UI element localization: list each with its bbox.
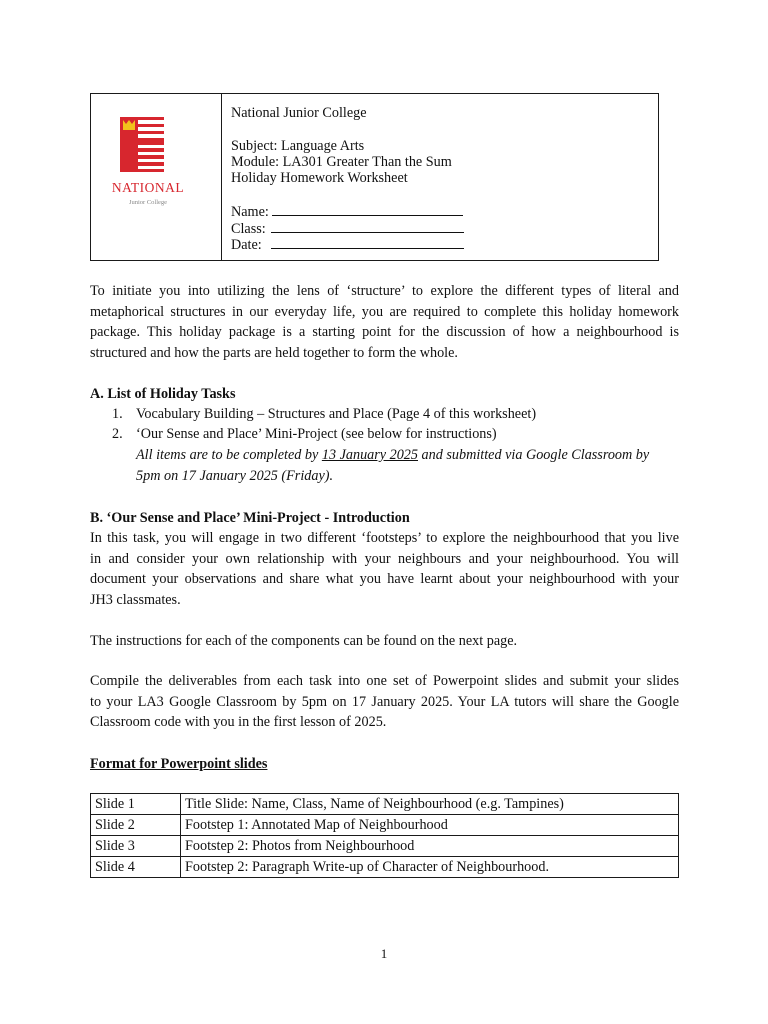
date-row [231, 234, 464, 256]
header-divider [221, 93, 222, 261]
compile-line: to your LA3 Google Classroom by 5pm on 17 January 2025. Your LA tutors will share the Google [90, 693, 679, 710]
table-row [91, 815, 679, 836]
task-text: Vocabulary Building – Structures and Place (Page 4 of this worksheet) [136, 406, 537, 422]
slide-content: Footstep 2: Paragraph Write-up of Character of Neighbourhood. [181, 857, 679, 878]
slide-content: Footstep 2: Photos from Neighbourhood [181, 836, 679, 857]
intro-paragraph [90, 281, 679, 363]
name-field[interactable] [272, 201, 463, 216]
page-number: 1 [380, 946, 388, 961]
section-b-paragraph [90, 528, 679, 610]
task-text: ‘Our Sense and Place’ Mini-Project (see below for instructions) [136, 426, 497, 442]
deadline-note-line2: 5pm on 17 January 2025 (Friday). [136, 468, 334, 484]
table-row [91, 794, 679, 815]
module-line: Module: LA301 Greater Than the Sum [231, 154, 452, 170]
slide-content: Footstep 1: Annotated Map of Neighbourhood [181, 815, 679, 836]
slide-number: Slide 2 [91, 815, 181, 836]
deadline-date: 13 January 2025 [321, 447, 418, 463]
compile-line: Compile the deliverables from each task into one set of Powerpoint slides and submit your slides [90, 673, 679, 689]
section-b-line: document your observations and share what you have learnt about your neighbourhood with your [90, 571, 679, 587]
deadline-note: All items are to be completed by 13 January 2025 and submitted via Google Classroom by [136, 447, 650, 463]
table-row [91, 857, 679, 878]
school-name: National Junior College [231, 105, 367, 121]
table-row [91, 836, 679, 857]
task-number: 2. [112, 426, 123, 442]
section-b-heading: B. ‘Our Sense and Place’ Mini-Project - Introduction [90, 510, 410, 526]
logo-wordmark: NATIONAL [111, 180, 185, 195]
logo-subtext: Junior College [128, 199, 168, 206]
school-logo [98, 113, 198, 213]
subject-line: Subject: Language Arts [231, 138, 365, 154]
intro-line: structured and how the parts are held together to form the whole. [90, 344, 458, 361]
name-label: Name: [231, 204, 269, 220]
date-field[interactable] [271, 234, 464, 249]
slide-number: Slide 3 [91, 836, 181, 857]
worksheet-title: Holiday Homework Worksheet [231, 170, 408, 186]
section-a-heading: A. List of Holiday Tasks [90, 386, 236, 402]
class-label: Class: [231, 221, 266, 237]
section-b-line: in and consider your own relationship with your neighbours and your neighbourhood. You will [90, 550, 679, 567]
intro-line: metaphorical structures in our everyday life, you are required to complete this holiday homework [90, 303, 679, 320]
format-heading: Format for Powerpoint slides [90, 756, 268, 772]
slide-content: Title Slide: Name, Class, Name of Neighbourhood (e.g. Tampines) [181, 794, 679, 815]
class-field[interactable] [271, 218, 464, 233]
intro-line: To initiate you into utilizing the lens of ‘structure’ to explore the different types of literal and [90, 283, 679, 299]
slides-table [90, 793, 679, 878]
compile-paragraph [90, 671, 679, 733]
section-b-line: In this task, you will engage in two different ‘footsteps’ to explore the neighbourhood that you live [90, 530, 679, 546]
slide-number: Slide 4 [91, 857, 181, 878]
intro-line: package. This holiday package is a starting point for the discussion of how a neighbourhood is [90, 324, 679, 340]
instructions-line: The instructions for each of the components can be found on the next page. [90, 633, 518, 649]
slide-number: Slide 1 [91, 794, 181, 815]
compile-line: Classroom code with you in the first lesson of 2025. [90, 714, 387, 730]
section-b-line: JH3 classmates. [90, 591, 181, 608]
task-number: 1. [112, 406, 123, 422]
date-label: Date: [231, 237, 262, 253]
